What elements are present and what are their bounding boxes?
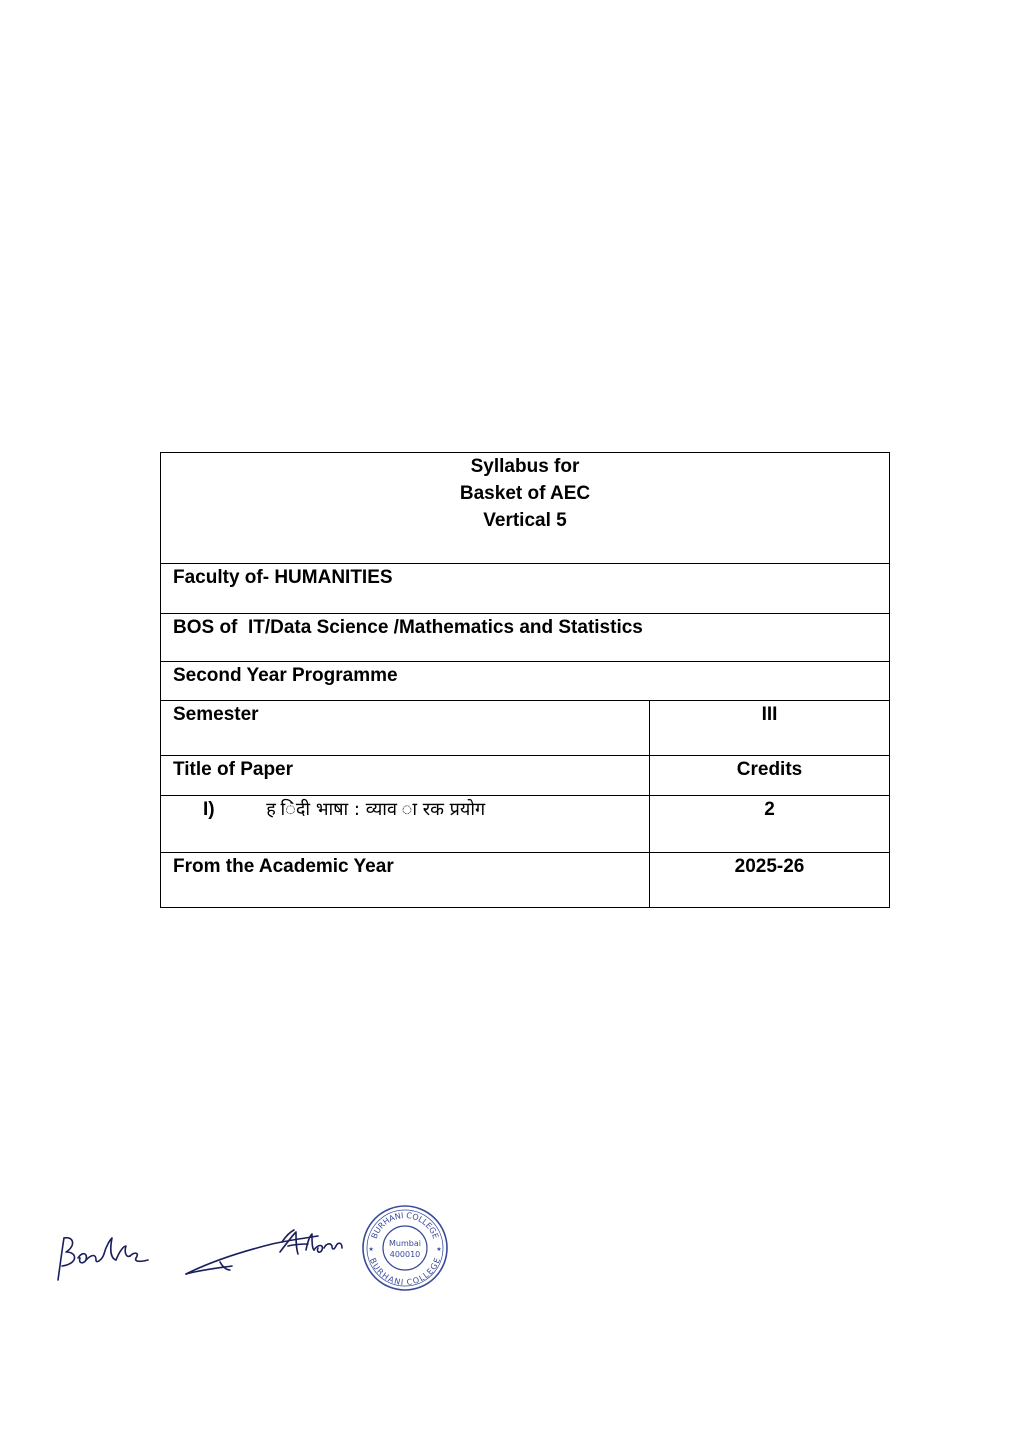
academic-year-row bbox=[161, 853, 890, 908]
paper-title: ह िंदी भाषा : व्याव ा रक प्रयोग bbox=[266, 799, 486, 820]
header-line-3: Vertical 5 bbox=[483, 510, 567, 531]
paper-credits: 2 bbox=[650, 796, 890, 853]
seal-star-right: ★ bbox=[436, 1247, 442, 1253]
header-line-1: Syllabus for bbox=[470, 456, 580, 477]
paper-header-row bbox=[161, 756, 890, 796]
signature-1 bbox=[58, 1238, 148, 1280]
faculty-cell: Faculty of- HUMANITIES bbox=[161, 564, 890, 614]
semester-value: III bbox=[650, 701, 890, 756]
signatures-svg bbox=[50, 1200, 470, 1300]
bos-text: BOS of IT/Data Science /Mathematics and Statistics bbox=[173, 617, 643, 638]
seal-ring-bottom: BURHANI COLLEGE bbox=[367, 1256, 443, 1288]
signatures-area bbox=[50, 1200, 470, 1300]
programme-cell: Second Year Programme bbox=[161, 662, 890, 701]
college-seal bbox=[363, 1206, 447, 1290]
title-of-paper-label: Title of Paper bbox=[161, 756, 650, 796]
academic-year-value: 2025-26 bbox=[650, 853, 890, 908]
semester-label: Semester bbox=[161, 701, 650, 756]
header-row bbox=[161, 453, 890, 564]
header-line-2: Basket of AEC bbox=[459, 483, 591, 504]
seal-center-line-2: 400010 bbox=[389, 1250, 421, 1259]
seal-ring-top: BURHANI COLLEGE bbox=[369, 1210, 441, 1241]
signature-2 bbox=[186, 1230, 342, 1274]
paper-row bbox=[161, 796, 890, 853]
bos-row bbox=[161, 614, 890, 662]
programme-row bbox=[161, 662, 890, 701]
faculty-row bbox=[161, 564, 890, 614]
credits-label: Credits bbox=[650, 756, 890, 796]
seal-center-line-1: Mumbai bbox=[389, 1239, 421, 1248]
paper-title-cell bbox=[161, 796, 650, 853]
paper-number: I) bbox=[203, 799, 215, 820]
seal-star-left: ★ bbox=[368, 1247, 374, 1253]
syllabus-table bbox=[160, 452, 890, 908]
semester-row bbox=[161, 701, 890, 756]
header-cell bbox=[161, 453, 890, 564]
bos-cell bbox=[161, 614, 890, 662]
academic-year-label: From the Academic Year bbox=[161, 853, 650, 908]
